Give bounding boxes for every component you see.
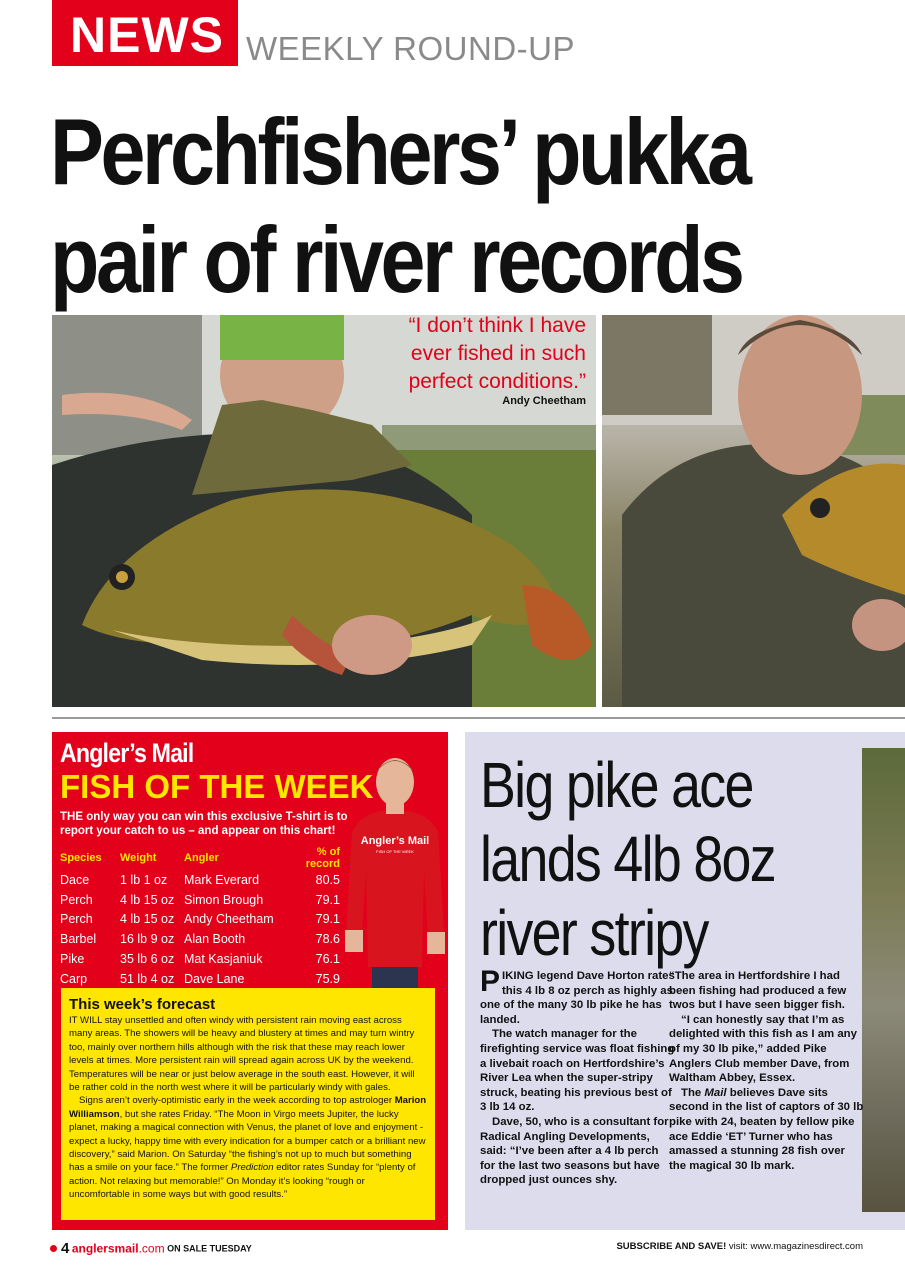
astrologer-name: Marion Williamson [69,1095,427,1120]
fotw-title: FISH OF THE WEEK [60,768,374,805]
cell-angler: Mark Everard [184,872,260,887]
col-angler: Angler [184,852,219,864]
mail-italic: Mail [704,1086,727,1099]
table-row [60,870,344,890]
forecast-para-1: IT WILL stay unsettled and often windy with persistent rain moving east across many areas. The showers will be heavy and blustery at times and may turn wintry too, mainly over northern hills although with the risk that these may reach lower levels at times. More persistent rain will spread again across UK by the weekend. Temperatures will be near or just below average in the south east. However, it will be rather cold in the north west where it will be particularly windy with gales. [69,1015,415,1094]
fotw-table-header [60,846,344,870]
visit-link[interactable]: visit: www.magazinesdirect.com [726,1241,863,1252]
table-row [60,969,344,989]
cell-species: Dace [60,872,90,887]
cell-species: Pike [60,952,85,967]
tshirt-print: Angler’s Mail [360,835,430,847]
cell-angler: Mat Kasjaniuk [184,952,263,967]
forecast-para-2 [69,1094,427,1201]
cell-weight: 51 lb 4 oz [120,971,175,986]
forecast-title: This week’s forecast [69,996,216,1013]
cell-species: Carp [60,971,88,986]
cell-percent: 76.1 [315,952,340,967]
pike-headline [480,748,799,970]
main-headline-line1: Perchfishers’ pukka [50,99,749,204]
article-paragraph [480,965,675,1027]
on-sale-text: ON SALE TUESDAY [167,1243,252,1254]
site-tld: .com [138,1241,165,1256]
site-name: anglersmail [71,1241,139,1256]
pull-quote-line3: perfect conditions.” [408,370,586,393]
col-weight: Weight [120,852,157,864]
cell-percent: 79.1 [315,892,340,907]
article-text: The [681,1086,705,1099]
perch-photo-right [602,315,905,707]
cell-weight: 4 lb 15 oz [120,892,175,907]
forecast-text: editor rates Sunday for “plenty of action. Not relaxing but memorable!” On Monday it’s looking “rough or uncomfortable in some ways but with good results.” [69,1162,416,1201]
cell-species: Barbel [60,932,97,947]
main-headline [50,98,755,314]
pike-photo [862,748,905,1212]
tshirt-print-sub: FISH OF THE WEEK [376,849,414,854]
table-row [60,910,344,930]
forecast-box [61,988,435,1220]
prediction-title: Prediction [230,1162,274,1174]
cell-percent: 75.9 [315,971,340,986]
quote-author: Andy Cheetham [502,395,586,407]
cell-weight: 16 lb 9 oz [120,932,175,947]
article-text: believes Dave sits second in the list of captors of 30 lb pike with 24, beaten by fellow pike ace Eddie ‘ET’ Turner who has amassed a stunning 28 fish over the magical 30 lb mark. [669,1086,864,1172]
main-headline-line2: pair of river records [50,207,742,312]
forecast-text: Signs aren’t overly-optimistic early in the week according to top astrologer [79,1095,395,1107]
subscribe-text: SUBSCRIBE AND SAVE! [616,1241,727,1252]
forecast-body [69,1014,427,1202]
bullet-icon [50,1245,57,1252]
article-paragraph: Dave, 50, who is a consultant for Radical Angling Developments, said: “I’ve been after a 4 lb perch for the last two seasons but have dropped just ounces shy. [480,1115,669,1187]
cell-percent: 79.1 [315,912,340,927]
fotw-chart-table [60,846,344,989]
pike-headline-line2: lands 4lb 8oz [480,823,775,895]
cell-angler: Alan Booth [184,932,246,947]
table-row [60,929,344,949]
pike-article-column-1 [480,965,675,1188]
cell-species: Perch [60,912,93,927]
table-row [60,890,344,910]
fotw-intro: THE only way you can win this exclusive T-shirt is to report your catch to us – and appear on this chart! [60,811,348,837]
cell-percent: 78.6 [315,932,340,947]
section-label: WEEKLY ROUND-UP [246,30,575,67]
cell-species: Perch [60,892,93,907]
cell-weight: 35 lb 6 oz [120,952,175,967]
pull-quote-line2: ever fished in such [410,342,586,365]
col-species: Species [60,852,102,864]
article-paragraph: “The area in Hertfordshire I had been fishing had produced a few twos but I have seen bigger fish. [669,970,847,1012]
pull-quote-line1: “I don’t think I have [408,314,586,337]
cell-percent: 80.5 [315,872,340,887]
table-row [60,949,344,969]
news-tag-label: NEWS [70,7,224,63]
article-paragraph [669,1086,864,1174]
article-text: IKING legend Dave Horton rates this 4 lb 8 oz perch as highly as one of the many 30 lb pike he has landed. [480,970,675,1026]
pike-headline-line1: Big pike ace [480,749,753,821]
cell-weight: 1 lb 1 oz [120,872,168,887]
fish-of-the-week-box [52,732,448,1230]
drop-cap: P [480,965,501,998]
article-paragraph: “I can honestly say that I’m as delighted with this fish as I am any of my 30 lb pike,” added Pike Anglers Club member Dave, from Waltham Abbey, Essex. [669,1013,857,1085]
footer-right [616,1241,863,1252]
footer-left [50,1240,252,1257]
tshirt-model-photo [342,752,448,1002]
site-link[interactable] [72,1242,165,1256]
page-number: 4 [61,1240,70,1257]
col-percent: % of record [305,846,340,870]
fotw-brand: Angler’s Mail [60,738,194,768]
cell-weight: 4 lb 15 oz [120,912,175,927]
forecast-text: , but she rates Friday. “The Moon in Virgo meets Jupiter, the lucky planet, making a magical connection with Venus, the planet of love and enjoyment - expect a lucky, happy time with every indication for a bumper catch or a brilliant new discovery,” said Marion. On Saturday “the fishing’s not up to much but something has a smile on your face.” The former [69,1108,426,1174]
section-divider [52,717,905,719]
cell-angler: Andy Cheetham [184,912,274,927]
pike-headline-line3: river stripy [480,897,708,969]
pull-quote [360,312,586,396]
cell-angler: Simon Brough [184,892,264,907]
news-tag [52,0,238,66]
cell-angler: Dave Lane [184,971,245,986]
article-paragraph: The watch manager for the firefighting service was float fishing a livebait roach on Hertfordshire’s River Lea when the super-stripy struck, beating his previous best of 3 lb 14 oz. [480,1028,675,1114]
pike-article-column-2 [669,969,864,1173]
